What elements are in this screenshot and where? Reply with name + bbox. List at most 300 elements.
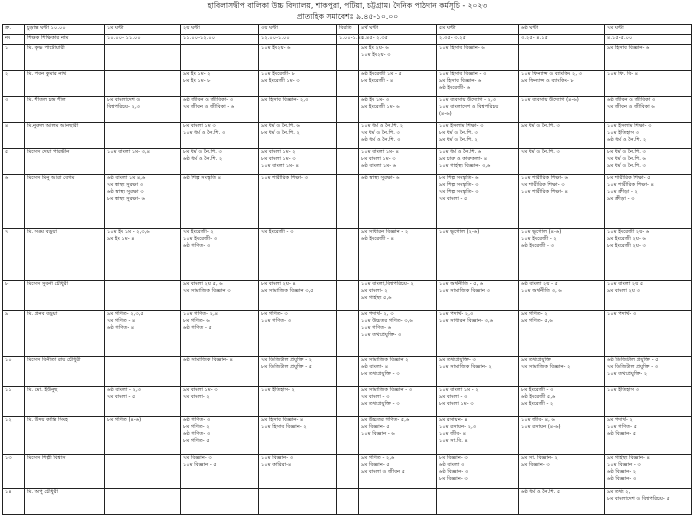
class-entry: ১০ম ধর্ম ও নৈ.শি. ৬ [439,149,482,155]
class-entry: বিশ্বপরিচয়- ২,৩ [107,104,140,111]
class-entry: ৭ম সামাজিক বিজ্ঞান- ২ [521,364,571,371]
class-entry: ১০ম ইংরেজী ২য়- ৬ [607,229,650,235]
cell-period-1 [105,281,181,311]
cell-period-2 [181,311,259,357]
class-entry: ৮ম স্বাস্থ্য সুরক্ষা- ৬ [107,196,146,203]
class-entry: ১০ম ধর্ম ও নৈ.শি. ২ [361,123,404,129]
class-entry: ৯ম বাংলা ২য় ৫, ৬ [183,281,223,287]
class-entry: ৬ষ্ঠ জীবন ও জীবিকা ৩ [607,97,656,103]
header-period-3: ৩য় ঘন্টা [259,25,337,35]
cell-period-4 [359,149,437,175]
class-entry: ৮ম গণিত- ৫ [183,438,210,445]
teacher-name: মি. মো. ইউনুছ [27,387,58,393]
teacher-row [3,149,692,175]
class-entry: ৯ম বাংলা - ৩ [439,394,468,401]
cell-period-5 [437,489,519,515]
class-entry: ১০ম সামাজিক বিজ্ঞান ৩ [439,288,490,295]
class-entry: ৯ম পদার্থ- ২, ৩ [361,311,394,317]
class-entry: ৯ম গণিত- ২ [521,311,548,317]
cell-period-2 [181,229,259,281]
class-entry: ৮ম ধর্ম ও নৈ.শি. ৩ [607,149,646,155]
class-entry: ৮ম বাংলা ১ম- ৩ [261,156,296,163]
class-entry: ১০ম শারীরিক শিক্ষা- ৬ [521,175,568,181]
class-entry: ৭ম ডিজিটাল প্রযুক্তি - ২ [261,357,313,363]
cell-serial: ১২ [3,417,25,455]
class-entry: ৮ম ইংরেজী ২য়- ৩ [607,243,646,250]
class-entry: ১০ম ইসলাম শিক্ষা- ৩ [607,123,652,129]
class-entry: ৭ম গণিত - ৪ [107,318,136,325]
class-entry: ৯ম সামাজিক বিজ্ঞান ৩,৫ [261,288,314,295]
class-entry: ৯ম সামাজিক বিজ্ঞান - ৩ [361,387,413,393]
assembly-time: প্রাত্যহিক সমাবেশঃ ৯.৪৫-১০.০০ [296,12,399,21]
header-break: বিরতি [337,25,359,35]
cell-period-3 [259,311,337,357]
cell-period-2 [181,45,259,71]
teacher-name: মিসেস দেয়া পারভীন [27,149,70,155]
class-entry: ৭ম শিল্প সংস্কৃতি- ৩ [439,189,479,196]
teacher-name: মিসেস শিল্পী বিশ্বাস [27,455,66,461]
class-entry: ৯ম বাংলা ও জীবন ৫ [361,469,406,476]
class-entry: ৬ষ্ঠ ইংরেজী- ৬ [439,85,471,92]
teacher-row [3,97,692,123]
teacher-row [3,387,692,417]
header-period-1: ১০.০০- ১১.০০ [105,35,181,45]
teacher-row [3,311,692,357]
class-entry: ৮ম বিজ্ঞান- ৩ [439,455,468,461]
cell-period-6 [519,281,605,311]
class-entry: ৬ষ্ঠ বাংলা - ২,৩ [107,387,141,393]
cell-period-3 [259,229,337,281]
class-entry: ১০ম গণিত- ৩ [261,318,292,325]
class-entry: ৯ম ইংরেজী ১ম- ৬ [361,104,400,111]
class-entry: ১০ম ধর্ম ও নৈ.শি. ৩ [183,130,226,137]
class-entry: ৯ম সা. বিজ্ঞান- ২ [521,455,558,461]
cell-period-5 [437,123,519,149]
cell-period-5 [437,417,519,455]
class-entry: ৯ম উচ্চতর গণিত- ৫,৬ [361,417,410,423]
cell-period-2 [181,123,259,149]
class-entry: ১০ম সা.বি. ৪ [439,438,468,445]
class-entry: ১০ম ইতিহাস ৩ [607,387,640,393]
routine-body [3,25,692,515]
class-entry: ৯ম গার্হস্থ্য বিজ্ঞান- ৪ [607,455,650,461]
class-entry: ৬ষ্ঠ বাংলা ২য় - ৫ [521,281,559,287]
cell-break [337,455,359,489]
class-entry: ৯ম শিল্প সংস্কৃতি- ৩ [439,182,479,189]
cell-period-5 [437,97,519,123]
class-entry: ১০ম ব্যবসায় উদ্যোগ - ২,৩ [439,97,497,103]
class-entry: ৮ম বিজ্ঞান- ৩ [439,476,468,483]
cell-period-6 [519,311,605,357]
cell-period-1 [105,45,181,71]
class-entry: ৭ম শারীরিক শিক্ষা- ৩ [521,182,565,189]
teacher-row [3,229,692,281]
class-entry: ১০ম ইং ১ম - ২,৩,৬ [107,229,150,235]
cell-period-4 [359,97,437,123]
cell-break [337,123,359,149]
cell-period-6 [519,417,605,455]
cell-period-7 [605,489,692,515]
cell-serial: ৫ [3,149,25,175]
cell-period-1 [105,357,181,387]
class-entry: ৯ম ধর্ম ও নৈ.শি. ৬ [261,123,300,129]
class-entry: ৬ষ্ঠ ধর্ম ও নৈ.শি. ২ [607,137,647,144]
class-entry: ৯ম ইং ১ম- ২ [183,71,211,77]
cell-period-5 [437,387,519,417]
class-entry: ৯ম বিজ্ঞান- ৫ [361,462,390,469]
class-entry: ৬ষ্ঠ বিজ্ঞান- ৩ [607,476,637,483]
cell-period-1 [105,149,181,175]
cell-break [337,229,359,281]
class-entry: ৯ম হিসাব বিজ্ঞান- ২,৩ [261,97,309,103]
cell-period-6 [519,229,605,281]
class-entry: ৯ম ইংরেজী ২য়- ৬ [607,236,646,243]
class-entry: ১০ম রসায়ন- ২,৩ [439,424,477,431]
cell-period-7 [605,455,692,489]
teacher-name: মি.নুরুল আলম আনছারী [27,123,79,129]
cell-break [337,45,359,71]
cell-period-3 [259,357,337,387]
cell-teacher [25,489,105,515]
cell-period-6 [519,175,605,229]
cell-period-3 [259,489,337,515]
cell-break [337,71,359,97]
class-entry: ১০ম ফিন্যান্স ও ব্যাংকিং ২, ৩ [521,71,583,77]
cell-period-3 [259,71,337,97]
cell-period-1 [105,229,181,281]
class-entry: ১০ম বিজ্ঞান- ৩ [261,455,294,461]
class-entry: ৯ম তথ্য ২, [607,489,631,495]
class-entry: ৯ম ইং ২য়- ৬ [361,45,389,51]
cell-teacher [25,45,105,71]
class-entry: ৯ম ফিন্যান্স ও ব্যাংকিং- ৮ [521,78,574,85]
header-period-7: ৪.১৫-৫.০০ [605,35,692,45]
cell-period-7 [605,229,692,281]
class-entry: ৯ম ইং ১ম- ৪ [107,236,135,243]
header-period-5: ৫ম ঘন্টা [437,25,519,35]
cell-period-6 [519,97,605,123]
class-entry: ১০ম বাংলা ১ম - ২ [439,387,479,393]
class-entry: ৯ম হিসাব বিজ্ঞান- ৬ [439,78,482,85]
class-entry: ৯ম বাংলা ১ম- ২ [261,149,296,155]
cell-period-2 [181,149,259,175]
class-entry: ৯ম রসায়ন- ৪ [439,417,468,423]
cell-serial: ৭ [3,229,25,281]
class-entry: ৮ম বাংলা ১ম- ৩ [439,401,474,408]
cell-period-2 [181,387,259,417]
class-entry: ৬ষ্ঠ বিজ্ঞান- ৩ [439,469,469,476]
class-entry: ১০ম বাংলা ২য় ৫ [607,281,644,287]
cell-teacher [25,455,105,489]
cell-break [337,149,359,175]
class-entry: (৪-৬) [439,111,452,118]
teacher-name: মি. সঙ্ঘ বড়ুয়া [27,229,57,235]
class-entry: ১০ম তথ্যপ্রযুক্তি- ৩ [361,332,402,339]
class-entry: ৮ম ধর্ম ও নৈ.শি. ৩ [439,130,478,137]
class-entry: ৯ম গণিত - ২,৬ [361,455,395,461]
cell-period-3 [259,417,337,455]
class-entry: ১০ম ইং২য়- ৩ [361,52,391,59]
class-entry: ১০ম ইংরেজী- ৮ [261,71,296,77]
class-entry: ১০ম বিজ্ঞান - ৩ [607,462,641,469]
class-entry: ৯ম তথ্যপ্রযুক্তি - ৩ [361,401,400,408]
class-entry: ৯ম তথ্যপ্রযুক্তি [521,357,552,363]
cell-serial: ১০ [3,357,25,387]
class-entry: ৭ম বাংলা - ৫ [107,394,136,401]
cell-teacher [25,311,105,357]
header-period-6: ৬ষ্ঠ ঘন্টা [519,25,605,35]
header-serial: ক্র. [3,25,25,35]
teacher-name: মি. শীতল চন্দ্র শীল [27,97,66,103]
class-entry: ১০ম শারীরিক শিক্ষা- ৪ [521,189,568,196]
class-entry: ৭ম বিজ্ঞান- ৩ [183,455,212,461]
cell-period-1 [105,489,181,515]
class-entry: ৬ষ্ঠ ধর্ম ও নৈ.শি. ৩ [361,137,401,144]
document-title: হাবিলাসদ্বীপ বালিকা উচ্চ বিদ্যালয়, শাকপুরা, পটিয়া, চট্টগ্রাম। দৈনিক পাঠদান কর্মসূচি - ২০২৩ [207,1,488,10]
class-entry: ৬ষ্ঠ বাংলা- ৪ [361,364,389,371]
teacher-row [3,175,692,229]
class-entry: ১০ম গণিত- ২,৪ [183,311,219,317]
cell-teacher [25,357,105,387]
cell-teacher [25,281,105,311]
class-entry: ৯ম গণিত- ২,৩,৫ [107,311,144,317]
class-entry: ১০ম ইতিহাস ৩ [607,130,640,137]
class-entry: ১০ম হিসাব বিজ্ঞান- ৬ [439,45,485,51]
cell-period-6 [519,71,605,97]
class-entry: ৮ম গণিত (৪-৬) [107,417,142,423]
class-entry: ৯ম ইংরেজী ১ম- ৩ [261,78,300,85]
class-entry: ৯ম সাধারন বিজ্ঞান - ২ [361,229,409,235]
cell-period-1 [105,387,181,417]
cell-period-4 [359,311,437,357]
class-entry: ১০ম ইতিহাস- ২ [261,387,295,393]
class-entry: ৮ম বাংলা ১ম ৩ [183,123,216,129]
class-entry: ১০ম বাংলা ১ম- ৪ [361,149,400,155]
class-entry: ১০ম শারীরিক শিক্ষা- ৪ [607,182,654,189]
class-entry: ৬ষ্ঠ গণিত- ৩ [183,243,211,250]
class-entry: ৯ম হিসাব বিজ্ঞান- ৬ [607,45,650,51]
cell-period-6 [519,357,605,387]
cell-period-2 [181,489,259,515]
class-entry: ৭ম জীবন ও জীবিকা ৬ [607,104,655,111]
class-entry: ৬ষ্ঠ বাংলা ৩ [439,462,465,469]
teacher-row [3,357,692,387]
class-entry: ১০ম সামাজিক বিজ্ঞান- ২ [439,364,492,371]
class-entry: ৯ম তথ্যপ্রযুক্তি- ৩ [439,357,476,363]
cell-serial: ৪ [3,123,25,149]
cell-period-1 [105,311,181,357]
class-entry: ৭ম স্বাস্থ্য সুরক্ষা ৩ [107,182,144,189]
class-entry: ১০ম বিজ্ঞান - ৬ [361,431,395,438]
class-entry: ১০ম ফি. বি- ৪ [607,71,639,77]
class-entry: ৮ম শারীরিক শিক্ষা- ৫ [607,175,651,181]
class-entry: ৬ষ্ঠ ইংরেজী - ৩ [521,243,554,250]
class-entry: ৯ম পদার্থ- ২ [607,417,633,423]
class-entry: ৮ম ইংরেজী - ৩ [521,387,554,393]
class-entry: ৬ষ্ঠ ইংরেজী - ৪ [361,236,394,243]
class-entry: ৬ষ্ঠ ধর্ম ও নৈ.শি. ৫ [521,489,561,495]
cell-serial: ১৩ [3,455,25,489]
header-period-4: ৪র্থ ঘন্টা [359,25,437,35]
cell-serial: ১৪ [3,489,25,515]
cell-serial: ৮ [3,281,25,311]
cell-period-7 [605,97,692,123]
class-entry: ৭ম ধর্ম ও নৈ.শি. ৬ [607,156,646,163]
class-entry: ৬ষ্ঠ ইংরেজী ৫,৬ [521,394,556,401]
teacher-row [3,489,692,515]
cell-period-2 [181,417,259,455]
cell-period-2 [181,175,259,229]
class-entry: ১০ম ভূগোল (২-৬) [439,229,480,235]
cell-teacher [25,417,105,455]
class-entry: ১০ম অর্থনীতি - ৫, ৬ [439,281,484,287]
cell-period-2 [181,71,259,97]
cell-period-1 [105,175,181,229]
teacher-name: মি. পবন কুমার নাথ [27,71,67,77]
class-entry: ১০ম ক্রীড়া - ২ [607,189,638,196]
cell-period-2 [181,455,259,489]
class-entry: ৬ষ্ঠ স্বাস্থ্য সুরক্ষা- ৬ [361,175,400,181]
cell-period-3 [259,123,337,149]
cell-teacher [25,71,105,97]
teacher-name: মি. উদয় কান্তি সিংহ [27,417,68,423]
cell-period-7 [605,123,692,149]
cell-serial: ৯ [3,311,25,357]
class-entry: ৭ম ধর্ম ও নৈ.শি. ৩ [521,149,560,155]
class-entry: ৭ম বাংলা - ৫ [439,196,468,203]
class-entry: ১০ম তথ্যপ্রযুক্তি- ২ [607,371,648,378]
class-entry: ৬ষ্ঠ গণিত- ৪ [107,325,135,332]
teacher-name: মি. প্রনব বড়ুয়া [27,311,58,317]
cell-period-7 [605,175,692,229]
cell-teacher [25,97,105,123]
class-entry: ৯ম বাংলা- ২ [361,288,388,295]
cell-period-1 [105,123,181,149]
header-period-7: ৭ম ঘন্টা [605,25,692,35]
class-entry: ৬ষ্ঠ ইংরেজী ১ম - ৫ [361,71,402,77]
cell-serial: ১ [3,45,25,71]
class-entry: ৮ম শিল্প সংস্কৃতি- ৬ [439,175,479,181]
cell-break [337,281,359,311]
teacher-row [3,417,692,455]
cell-period-3 [259,149,337,175]
cell-break [337,357,359,387]
cell-break [337,489,359,515]
teacher-name: মিসেস বিনীতা রায় চৌধুরী [27,357,81,363]
cell-period-4 [359,387,437,417]
class-entry: ১০ম উচ্চতর গণিত- ৩,৬ [361,318,413,325]
class-entry: ১০ম ইংরেজী- ৩ [183,236,218,243]
class-entry: ৬ষ্ঠ বিজ্ঞান- ৫ [607,431,637,438]
cell-period-2 [181,97,259,123]
class-entry: ৯ম ইংরেজী - ২ [521,401,554,408]
class-entry: ৮ম ডিজিটাল প্রযুক্তি - ৫ [261,364,313,371]
cell-period-5 [437,175,519,229]
header-period-6: ৩.২৫- ৪.১৫ [519,35,605,45]
class-entry: ৯ম ধর্ম ও নৈ.শি. ৩ [521,123,560,129]
class-entry: ৯ম বিজ্ঞান- ৫ [361,424,390,431]
class-entry: ৭ম ধর্ম ও নৈ.শি. ৩ [361,130,400,137]
cell-break [337,417,359,455]
cell-break [337,175,359,229]
cell-period-2 [181,281,259,311]
class-entry: ৮ম বাংলাদেশ ও [107,97,141,103]
class-entry: ৯ম ধর্ম ও নৈ.শি. ২ [439,137,478,144]
cell-period-3 [259,175,337,229]
header-period-3: ১২.০০-১.০০ [259,35,337,45]
cell-period-7 [605,45,692,71]
cell-period-1 [105,71,181,97]
cell-period-4 [359,229,437,281]
class-entry: ১০ম বাংলাদেশ ও বিশ্বপরিচয় [439,104,499,111]
class-entry: ৯ম চারু ও কারুকলা- ৪ [439,156,488,163]
cell-period-4 [359,45,437,71]
header-period-5: ২.৩৫- ৩.২৫ [437,35,519,45]
cell-period-7 [605,357,692,387]
cell-period-3 [259,97,337,123]
class-entry: ১০ম হিসাব বিজ্ঞান- ২ [261,424,307,431]
cell-serial: ২ [3,71,25,97]
cell-period-5 [437,311,519,357]
cell-serial: ১১ [3,387,25,417]
teacher-name: মি. কৃষ্ণ পাটোয়ারী [27,45,65,51]
class-entry: ৮ম বাংলা ১ম- ৩ [361,156,396,163]
class-entry: ৯ম বাংলা ১ম- ৩ [183,387,218,393]
cell-period-5 [437,71,519,97]
class-entry: ৯ম ধর্ম ও নৈ.শি. ৩ [607,163,646,170]
class-entry: ১০ম গণিত- ৫ [607,424,638,431]
teacher-name: মি. অপু চৌধুরী [27,489,58,495]
class-entry: ৬ষ্ঠ জীবন ও জীবিকা- ৩ [183,97,234,103]
class-entry: ১০ম শারীরিক শিক্ষা- ৩ [261,175,308,181]
cell-period-6 [519,45,605,71]
cell-period-7 [605,149,692,175]
cell-teacher [25,149,105,175]
cell-period-6 [519,387,605,417]
header-break: ১.০০-১.৪৫ [337,35,359,45]
cell-period-6 [519,149,605,175]
cell-period-4 [359,281,437,311]
cell-period-3 [259,455,337,489]
class-entry: ৮ম গণিত- ২ [183,424,210,431]
class-entry: ৮ম ইং ১ম- ৮ [183,78,211,85]
cell-period-5 [437,357,519,387]
class-entry: ১০ম জীব- ৪, ৬ [521,417,555,423]
teacher-row [3,281,692,311]
cell-period-4 [359,71,437,97]
class-entry: ৮ম গণিত- ৬ [183,318,210,325]
cell-break [337,311,359,357]
class-entry: ১০ম বাংলা,বিশ্বপরিচয়- ২ [361,281,414,287]
teacher-name: মিসেস সুবর্না চৌধুরী [27,281,69,287]
cell-period-4 [359,417,437,455]
cell-period-6 [519,123,605,149]
class-entry: ১০ম বাংলা ১ম- ৪ [261,163,300,170]
cell-period-1 [105,417,181,455]
class-entry: ১০ম পদার্থ- ৩ [607,311,637,317]
class-entry: ৮ম বাংলাদেশ ও বিশ্বপরিচয়- ৫ [607,496,670,503]
cell-period-7 [605,281,692,311]
header-serial: নং [3,35,25,45]
header-period-2: ২য় ঘন্টা [181,25,259,35]
class-entry: ১০ম গার্হস্থ্য বিজ্ঞান- ৩,৬ [439,163,491,170]
cell-period-6 [519,455,605,489]
teacher-row [3,455,692,489]
class-entry: ৮ম ইংরেজী - ৪ [361,78,394,85]
class-entry: ১০ম কারিরা-৪ [261,462,292,469]
class-entry: ৯ম গণিত- ৫,৬ [521,318,553,325]
class-entry: ৯ম ক্রীড়া - ৩ [607,196,635,203]
